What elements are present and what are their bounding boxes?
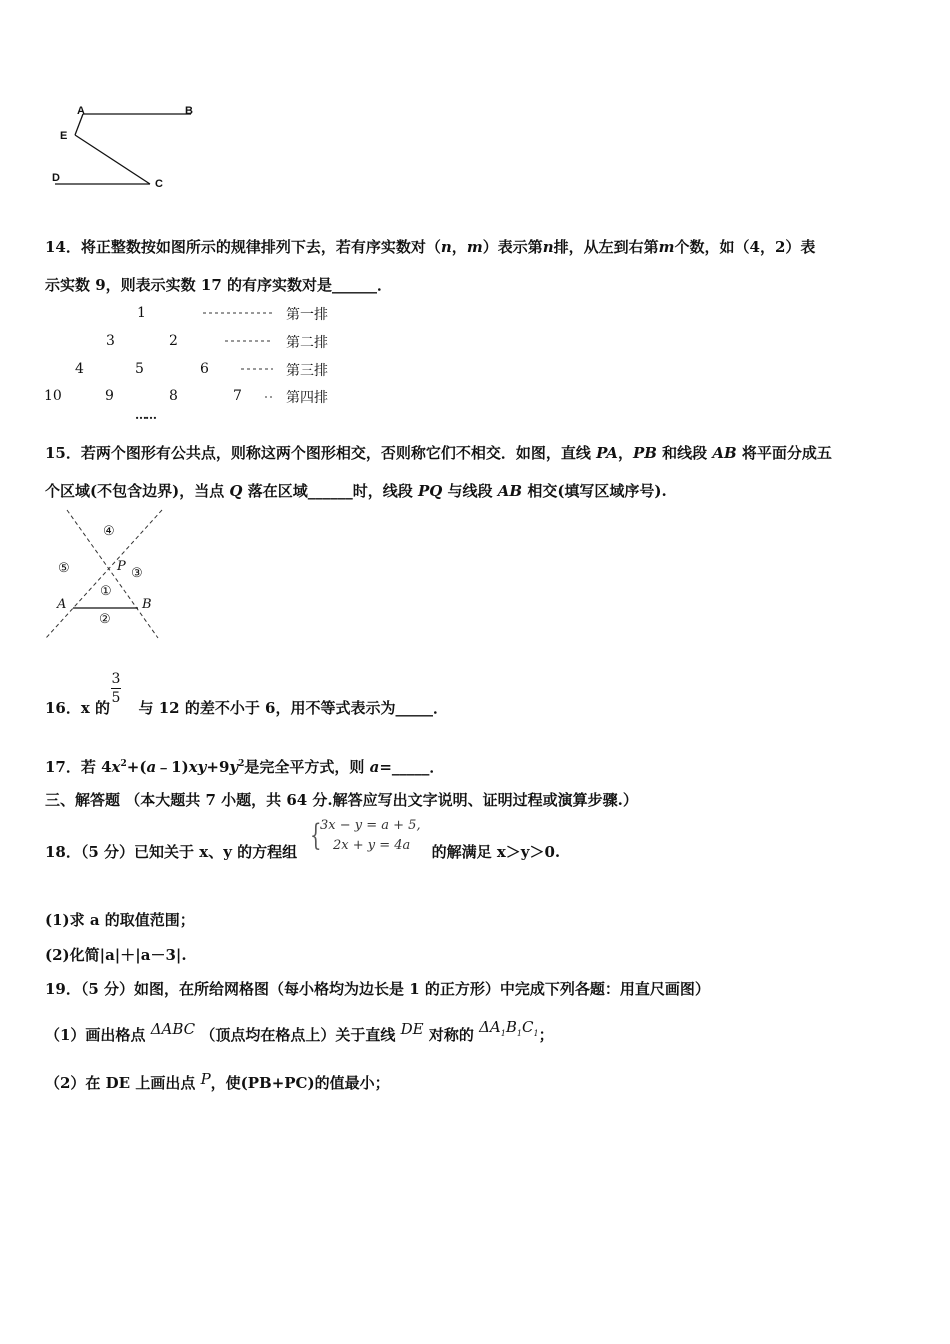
q18-text: 18．（5 分）已知关于 x、y 的方程组: [45, 843, 298, 861]
triangle-number: 9: [105, 388, 114, 404]
q18-text: 的解满足 x＞y＞0.: [431, 843, 561, 861]
q19-text: 对称的: [428, 1026, 474, 1044]
q16-text: 与 12 的差不小于 6，用不等式表示为_____．: [138, 699, 448, 717]
equation-1: 3x − y = a + 5,: [320, 818, 421, 833]
exponent: 2: [120, 759, 127, 769]
subscript: 1: [516, 1029, 522, 1038]
point-label-d: D: [52, 172, 60, 184]
q19-text: ，使(PB+PC)的值最小；: [210, 1074, 390, 1092]
point-q: Q: [229, 482, 243, 500]
question-15-line-2: [45, 480, 667, 501]
row-dashed-leaders: [195, 305, 285, 405]
subscript: 1: [500, 1029, 506, 1038]
line-de: DE: [400, 1020, 424, 1038]
line-pa: PA: [596, 444, 618, 462]
q17-text: +9: [206, 758, 230, 776]
var-a: a: [146, 758, 157, 776]
row-label-1: 第一排: [286, 307, 328, 323]
triangle-number: 3: [106, 333, 115, 349]
section-3-heading: 三、解答题 （本大题共 7 小题，共 64 分.解答应写出文字说明、证明过程或演算步骤.）: [45, 791, 638, 809]
point-label-a: A: [57, 597, 67, 612]
triangle-number: 5: [135, 361, 144, 377]
q15-text: 与线段: [442, 482, 498, 500]
tri-part: ΔA: [479, 1018, 501, 1036]
q15-text: 将平面分成五: [736, 444, 832, 462]
region-1: ①: [100, 584, 112, 599]
point-label-b: B: [142, 597, 152, 612]
triangle-number: 4: [75, 361, 84, 377]
q19-text: ；: [538, 1026, 554, 1044]
q15-text: 15．若两个图形有公共点，则称这两个图形相交，否则称它们不相交．如图，直线: [45, 444, 597, 462]
q14-text: 排，从左到右第: [553, 238, 659, 256]
question-14-line-2: 示实数 9，则表示实数 17 的有序实数对是______．: [45, 276, 392, 294]
segment-ab: AB: [497, 482, 523, 500]
region-5: ⑤: [58, 561, 70, 576]
q16-text: 16．x 的: [45, 699, 111, 717]
system-brace: {: [310, 818, 322, 853]
q15-text: 个区域(不包含边界)，当点: [45, 482, 230, 500]
tri-part: B: [505, 1018, 517, 1036]
var-m: m: [466, 238, 483, 256]
region-2: ②: [99, 612, 111, 627]
triangle-a1b1c1: [479, 1018, 538, 1036]
question-14-line-1: [45, 236, 815, 257]
line-pb: PB: [632, 444, 657, 462]
row-label-4: 第四排: [286, 390, 328, 406]
triangle-number: 7: [233, 388, 242, 404]
exponent: 2: [238, 759, 245, 769]
var-x: x: [111, 758, 121, 776]
q17-text: 17．若 4: [45, 758, 112, 776]
fraction-denominator: 5: [111, 690, 121, 706]
q19-text: （2）在 DE 上画出点: [45, 1074, 196, 1092]
point-p: P: [200, 1070, 211, 1088]
fraction-bar: [111, 688, 121, 689]
question-18-part-1: (1)求 a 的取值范围；: [45, 911, 195, 929]
var-n: n: [542, 238, 554, 256]
q17-text: ﹣1): [156, 758, 189, 776]
q15-text: 落在区域______时，线段: [242, 482, 418, 500]
q17-text: =_____．: [379, 758, 445, 776]
q15-text: ，: [617, 444, 633, 462]
segment-pq: PQ: [417, 482, 443, 500]
point-label-a: A: [77, 105, 85, 117]
q14-text: 14．将正整数按如图所示的规律排列下去，若有序实数对（: [45, 238, 441, 256]
var-n: n: [440, 238, 452, 256]
ellipsis: ……: [135, 408, 155, 422]
triangle-number: 2: [169, 333, 178, 349]
question-18-part-2: (2)化简|a|＋|a－3|.: [45, 946, 187, 964]
segment-ab: AB: [712, 444, 737, 462]
subscript: 1: [533, 1029, 539, 1038]
region-3: ③: [131, 566, 143, 581]
question-15-line-1: [45, 442, 832, 463]
row-label-2: 第二排: [286, 335, 328, 351]
question-19-part-2: [45, 1072, 390, 1093]
q19-text: （顶点均在格点上）关于直线: [200, 1026, 396, 1044]
point-label-c: C: [155, 178, 163, 190]
triangle-number: 8: [169, 388, 178, 404]
var-xy: xy: [188, 758, 207, 776]
triangle-number: 6: [200, 361, 209, 377]
tri-part: C: [521, 1018, 534, 1036]
q14-text: ，: [451, 238, 467, 256]
var-a: a: [369, 758, 380, 776]
question-19-heading: 19．（5 分）如图，在所给网格图（每小格均为边长是 1 的正方形）中完成下列各题：用直尺画图）: [45, 980, 710, 998]
fraction-three-fifths: [108, 671, 124, 706]
row-label-3: 第三排: [286, 363, 328, 379]
q17-text: 是完全平方式，则: [244, 758, 370, 776]
var-y: y: [229, 758, 239, 776]
q15-text: 相交(填写区域序号).: [522, 482, 667, 500]
q14-text: ）表示第: [482, 238, 543, 256]
q17-text: +(: [126, 758, 147, 776]
var-m: m: [658, 238, 675, 256]
question-16: [45, 697, 448, 718]
q19-text: （1）画出格点: [45, 1026, 146, 1044]
triangle-number: 10: [44, 388, 62, 404]
triangle-abc: ΔABC: [150, 1020, 196, 1038]
region-4: ④: [103, 524, 115, 539]
q14-text: 个数，如（4，2）表: [674, 238, 816, 256]
point-label-e: E: [60, 130, 68, 142]
question-19-part-1: [45, 1018, 554, 1045]
triangle-number: 1: [137, 305, 146, 321]
figure-polyline-abedc: [45, 100, 205, 195]
fraction-numerator: 3: [111, 671, 121, 687]
point-label-p: P: [117, 559, 126, 574]
question-17: [45, 756, 444, 777]
equation-2: 2x + y = 4a: [333, 838, 411, 853]
question-18: [45, 841, 560, 862]
point-label-b: B: [185, 105, 193, 117]
q15-text: 和线段: [656, 444, 713, 462]
